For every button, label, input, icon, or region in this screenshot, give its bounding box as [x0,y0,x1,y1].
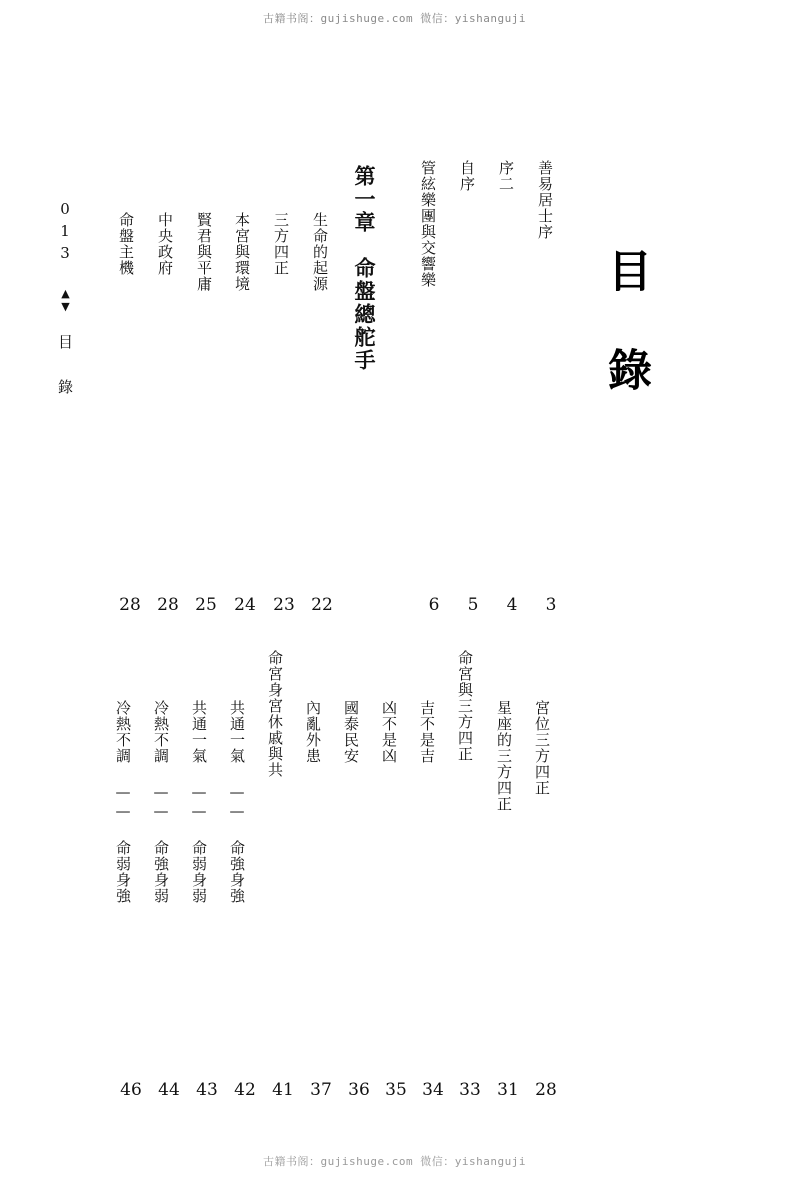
toc-chapter-item-4[interactable]: 中央政府 [156,212,174,276]
folio [52,200,76,400]
toc-item-b1[interactable]: 星座的三方四正 [495,700,513,812]
toc-chapter-page-2: 24 [234,595,256,615]
toc-item-b9[interactable]: 共通一氣 —— 命弱身弱 [190,700,208,904]
toc-item-b2[interactable]: 命宮與三方四正 [456,650,474,762]
toc-entry-1[interactable]: 序二 [497,160,515,192]
toc-chapter-item-1[interactable]: 三方四正 [272,212,290,276]
toc-chapter-item-3[interactable]: 賢君與平庸 [195,212,213,292]
watermark-top: 古籍书阁：gujishuge.com 微信：yishanguji [263,12,526,25]
toc-chapter-page-0: 22 [311,595,333,615]
page-title: 目 錄 [600,248,651,393]
toc-item-b11[interactable]: 冷熱不調 —— 命弱身強 [114,700,132,904]
folio-label: 目 錄 [56,334,74,400]
toc-page-b9: 43 [196,1080,218,1100]
toc-page-2: 5 [467,595,479,615]
toc-page-b5: 36 [348,1080,370,1100]
folio-marks: ▲▼ [59,287,72,313]
toc-item-b8[interactable]: 共通一氣 —— 命強身強 [228,700,246,904]
toc-page-1: 4 [506,595,518,615]
toc-chapter-page-1: 23 [273,595,295,615]
folio-number: 013 [56,200,74,266]
toc-page-b2: 33 [459,1080,481,1100]
toc-chapter-page-4: 28 [157,595,179,615]
toc-item-b7[interactable]: 命宮身宮休戚與共 [266,650,284,778]
toc-page-0: 3 [545,595,557,615]
toc-entry-3[interactable]: 管絃樂團與交響樂 [419,160,437,288]
toc-page-b1: 31 [497,1080,519,1100]
toc-page-b6: 37 [310,1080,332,1100]
toc-item-b3[interactable]: 吉不是吉 [418,700,436,764]
toc-item-b6[interactable]: 內亂外患 [304,700,322,764]
toc-page-b4: 35 [385,1080,407,1100]
toc-item-b10[interactable]: 冷熱不調 —— 命強身弱 [152,700,170,904]
toc-page-b10: 44 [158,1080,180,1100]
toc-chapter-page-3: 25 [195,595,217,615]
toc-item-b0[interactable]: 宮位三方四正 [533,700,551,796]
toc-page-b11: 46 [120,1080,142,1100]
toc-item-b5[interactable]: 國泰民安 [342,700,360,764]
toc-page-b0: 28 [535,1080,557,1100]
toc-entry-2[interactable]: 自序 [458,160,476,192]
toc-item-b4[interactable]: 凶不是凶 [380,700,398,764]
toc-chapter-page-5: 28 [119,595,141,615]
toc-page-b3: 34 [422,1080,444,1100]
toc-chapter-item-0[interactable]: 生命的起源 [311,212,329,292]
toc-chapter-heading[interactable]: 第一章 命盤總舵手 [352,165,377,372]
toc-page-b7: 41 [272,1080,294,1100]
toc-page-b8: 42 [234,1080,256,1100]
toc-chapter-item-2[interactable]: 本宮與環境 [233,212,251,292]
toc-page-3: 6 [428,595,440,615]
watermark-bottom: 古籍书阁：gujishuge.com 微信：yishanguji [263,1155,526,1168]
toc-entry-0[interactable]: 善易居士序 [536,160,554,240]
toc-chapter-item-5[interactable]: 命盤主機 [117,212,135,276]
